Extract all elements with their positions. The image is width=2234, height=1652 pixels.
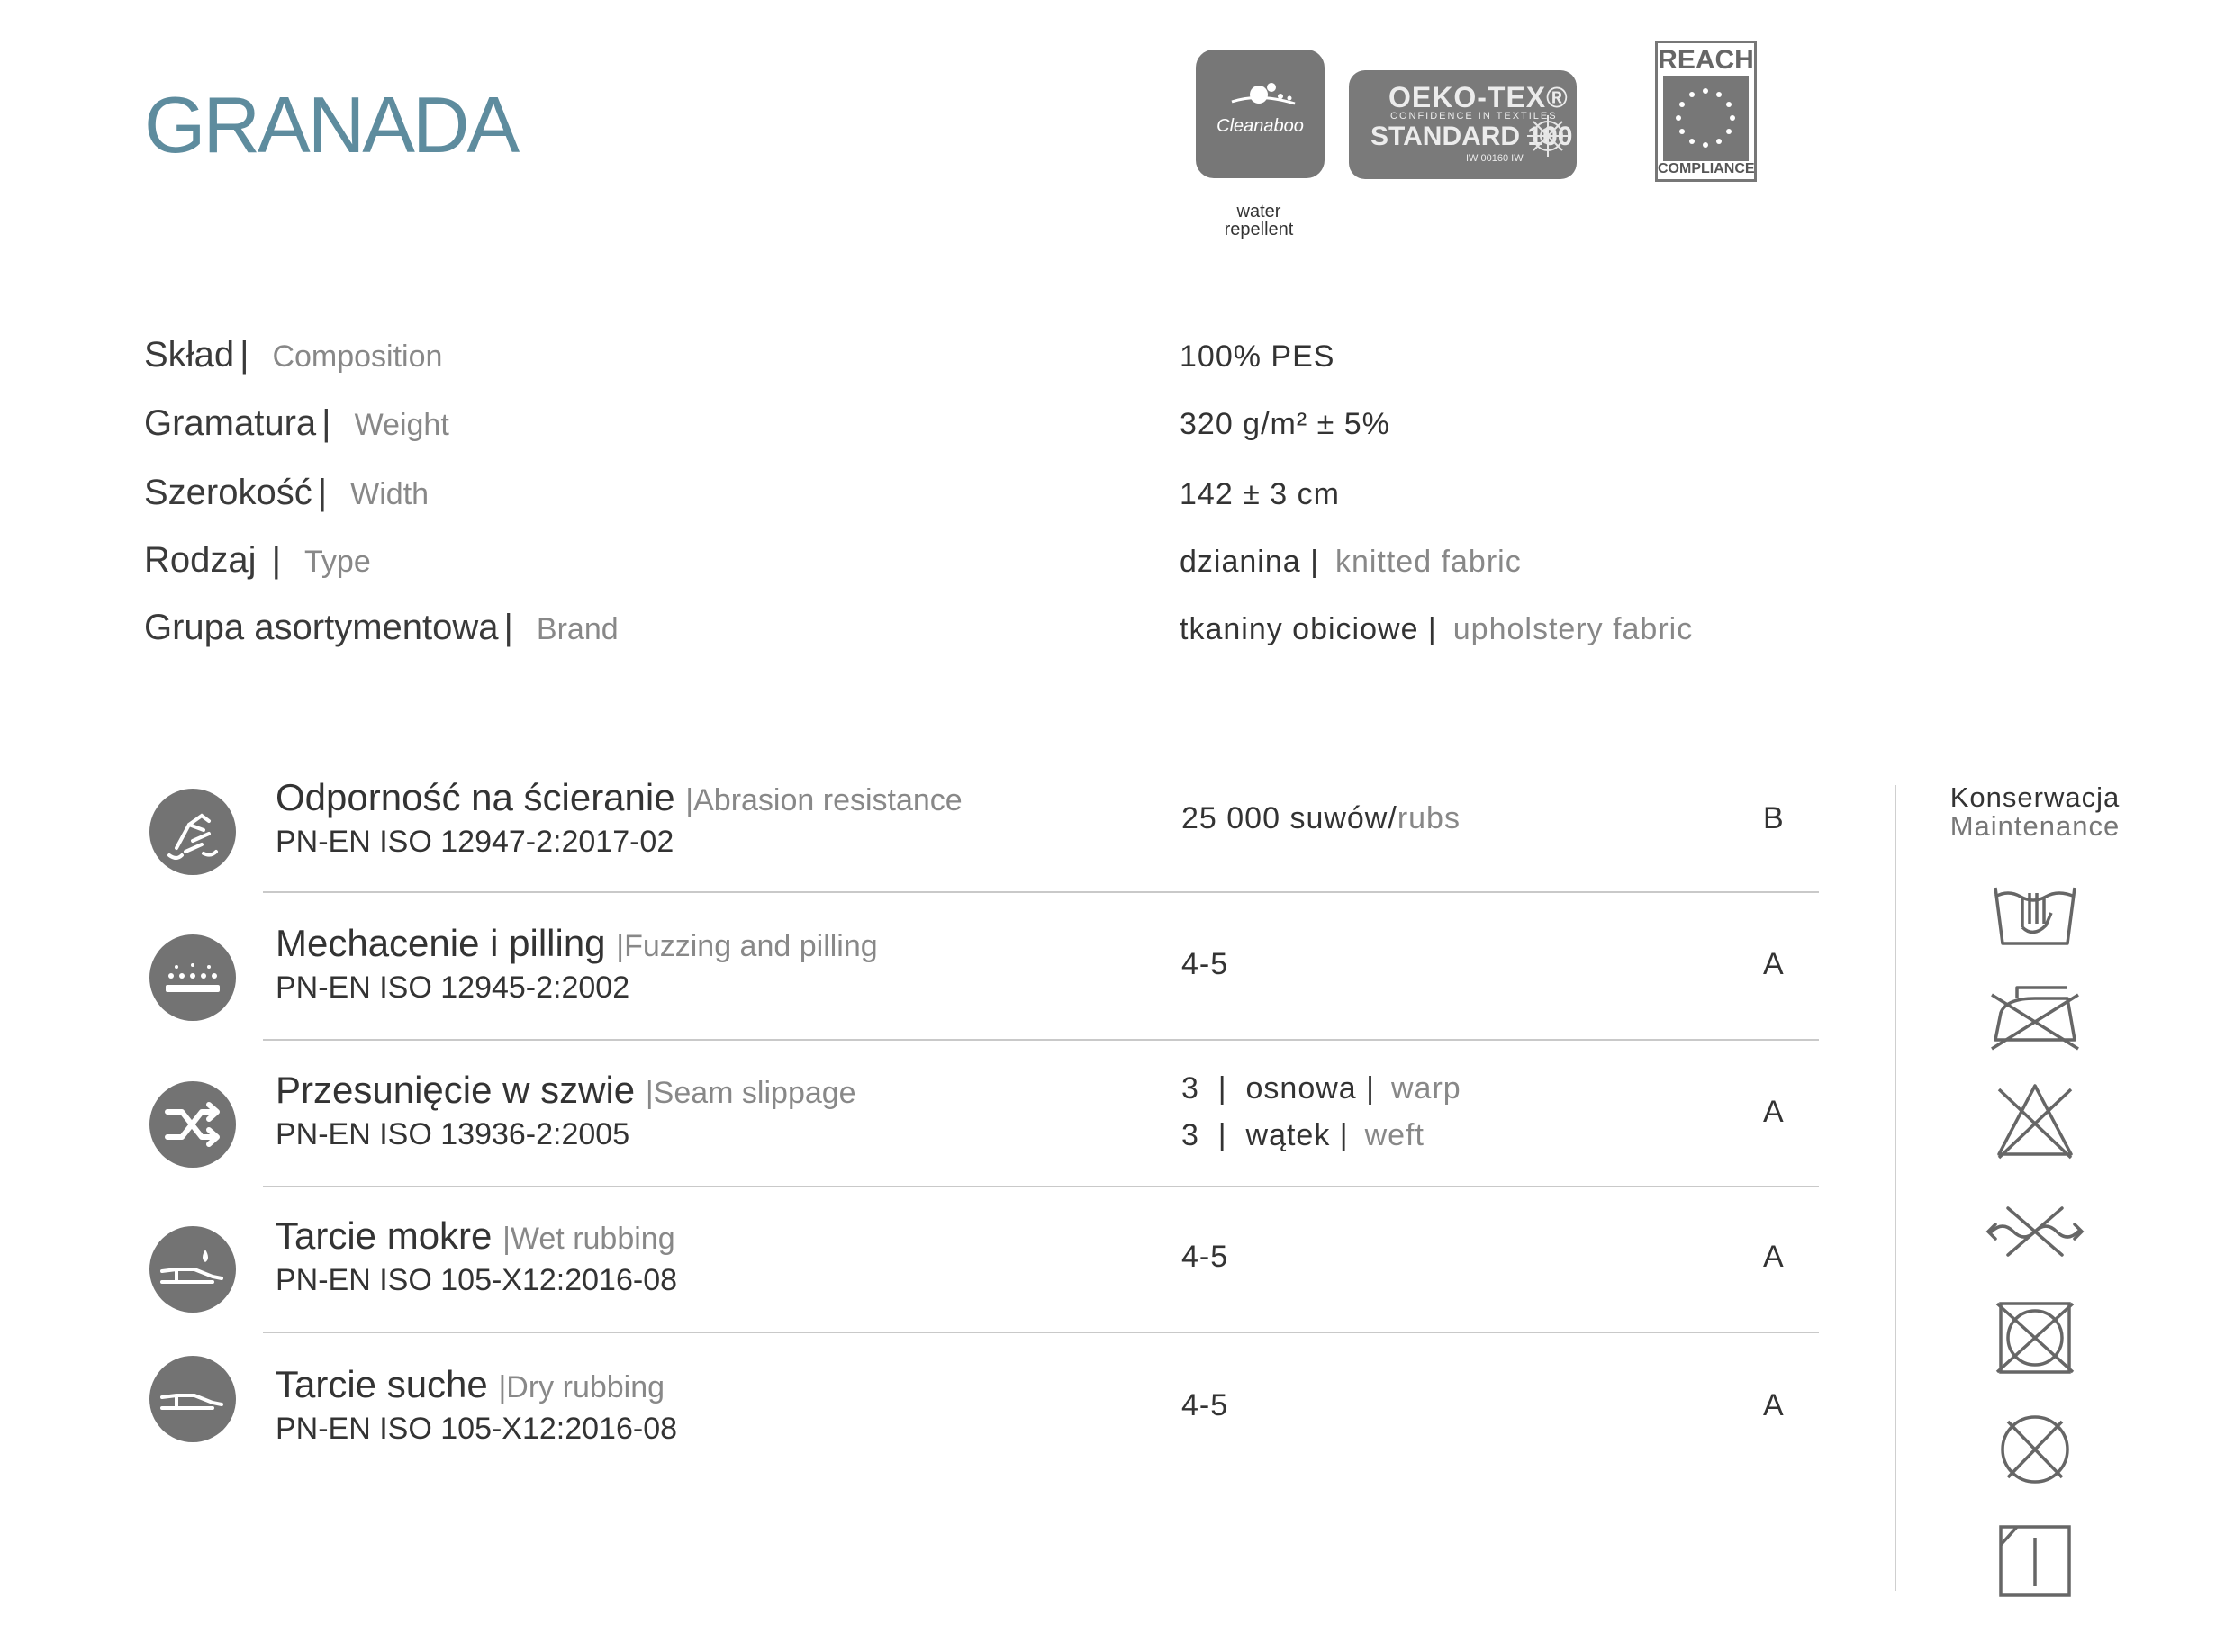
test-title-seam: Przesunięcie w szwie |Seam slippage	[276, 1069, 856, 1111]
oeko-line-3: STANDARD 100	[1370, 122, 1573, 151]
test-value-seam-warp: 3 | osnowa | warp	[1181, 1071, 1461, 1106]
spec-value-type: dzianina | knitted fabric	[1180, 545, 1522, 579]
test-standard-seam: PN-EN ISO 13936-2:2005	[276, 1117, 630, 1151]
test-grade-seam: A	[1763, 1095, 1784, 1129]
spec-label-width: Szerokość | Width	[144, 473, 430, 512]
spec-label-brand: Grupa asortymentowa | Brand	[144, 608, 619, 647]
dry-rubbing-hand-icon	[149, 1356, 236, 1442]
caption-line-1: water	[1236, 202, 1281, 221]
no-dry-clean-icon	[1981, 1409, 2089, 1490]
test-value-pilling: 4-5	[1181, 947, 1229, 981]
row-divider	[263, 891, 1819, 893]
line-dry-icon	[1981, 1521, 2089, 1602]
water-repellent-caption	[1169, 203, 1349, 239]
test-grade-pilling: A	[1763, 947, 1784, 981]
compliance-label: COMPLIANCE	[1658, 161, 1755, 176]
shuffle-arrows-icon	[149, 1081, 236, 1168]
test-title-wet-rubbing: Tarcie mokre |Wet rubbing	[276, 1214, 675, 1257]
wet-rubbing-hand-icon	[149, 1226, 236, 1313]
spec-label-composition: Skład | Composition	[144, 335, 443, 375]
row-divider	[263, 1039, 1819, 1041]
maintenance-divider	[1895, 785, 1896, 1591]
row-divider	[263, 1332, 1819, 1333]
spec-label-type: Rodzaj | Type	[144, 540, 371, 580]
cleanaboo-label: Cleanaboo	[1216, 116, 1304, 136]
reach-label: REACH	[1658, 45, 1754, 75]
abrasion-hand-icon	[149, 789, 236, 875]
test-title-dry-rubbing: Tarcie suche |Dry rubbing	[276, 1363, 665, 1405]
no-wring-icon	[1981, 1188, 2089, 1269]
eu-stars-icon	[1663, 76, 1749, 161]
no-bleach-icon	[1981, 1080, 2089, 1161]
product-title: GRANADA	[144, 80, 518, 169]
test-standard-pilling: PN-EN ISO 12945-2:2002	[276, 970, 630, 1005]
oeko-line-1: OEKO-TEX®	[1388, 81, 1569, 113]
test-grade-abrasion: B	[1763, 801, 1784, 835]
spec-value-composition: 100% PES	[1180, 339, 1335, 374]
maintenance-title-en: Maintenance	[1949, 810, 2121, 842]
oeko-tex-badge	[1349, 70, 1577, 179]
test-standard-abrasion: PN-EN ISO 12947-2:2017-02	[276, 825, 674, 859]
test-value-seam-weft: 3 | wątek | weft	[1181, 1118, 1425, 1152]
pilling-icon	[149, 934, 236, 1021]
spec-label-weight: Gramatura | Weight	[144, 403, 449, 443]
no-iron-icon	[1981, 977, 2089, 1058]
oeko-flower-icon	[1525, 113, 1570, 158]
maintenance-title-pl: Konserwacja	[1949, 781, 2121, 813]
reach-badge	[1655, 41, 1757, 182]
caption-line-2: repellent	[1224, 220, 1294, 239]
spec-value-width: 142 ± 3 cm	[1180, 477, 1340, 511]
test-grade-dry-rubbing: A	[1763, 1388, 1784, 1422]
spec-value-brand: tkaniny obiciowe | upholstery fabric	[1180, 612, 1694, 646]
oeko-line-2: CONFIDENCE IN TEXTILES	[1390, 111, 1558, 122]
test-title-pilling: Mechacenie i pilling |Fuzzing and pilling	[276, 922, 878, 964]
test-value-dry-rubbing: 4-5	[1181, 1388, 1229, 1422]
hand-wash-icon	[1981, 873, 2089, 954]
cleanaboo-badge	[1196, 50, 1325, 178]
spec-value-weight: 320 g/m² ± 5%	[1180, 407, 1390, 441]
row-divider	[263, 1186, 1819, 1187]
test-value-wet-rubbing: 4-5	[1181, 1240, 1229, 1274]
test-grade-wet-rubbing: A	[1763, 1240, 1784, 1274]
test-standard-wet-rubbing: PN-EN ISO 105-X12:2016-08	[276, 1263, 678, 1297]
no-tumble-dry-icon	[1981, 1298, 2089, 1379]
cleanaboo-logo-icon	[1223, 75, 1299, 111]
test-value-abrasion: 25 000 suwów/rubs	[1181, 801, 1461, 835]
test-standard-dry-rubbing: PN-EN ISO 105-X12:2016-08	[276, 1412, 678, 1446]
oeko-line-4: IW 00160 IW	[1466, 153, 1524, 164]
test-title-abrasion: Odporność na ścieranie |Abrasion resistance	[276, 776, 963, 818]
